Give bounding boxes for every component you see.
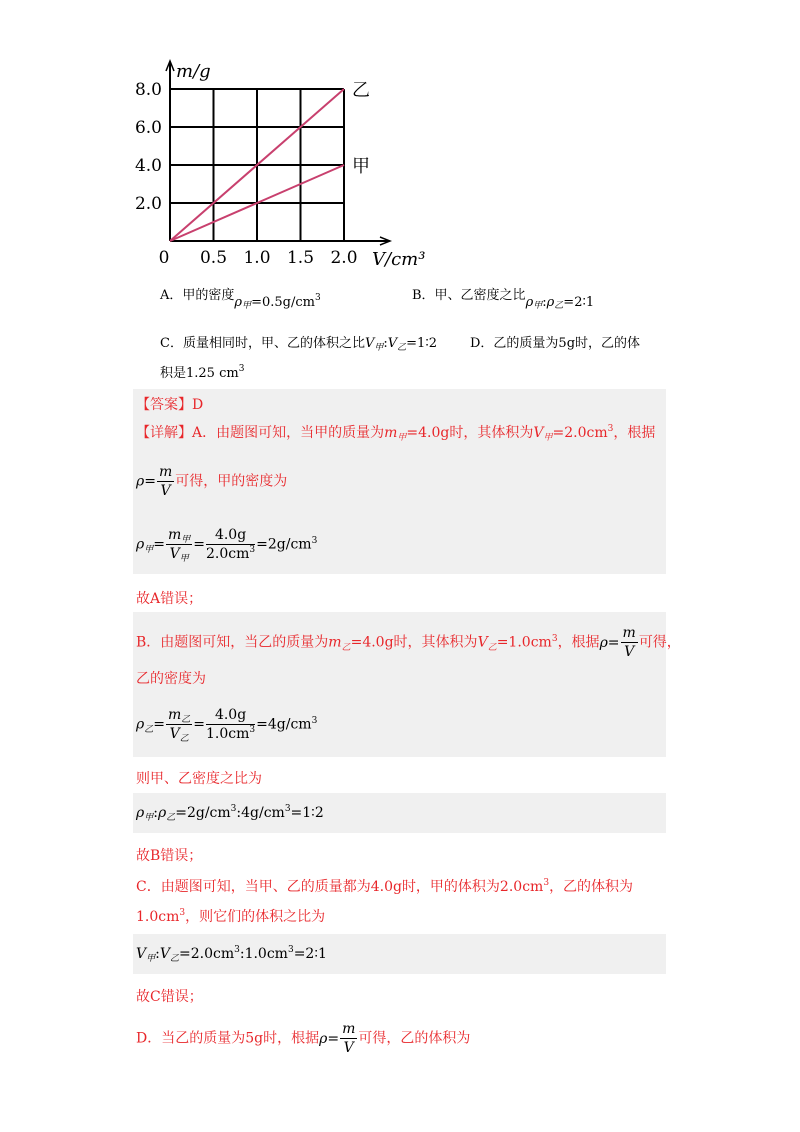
density-formula-a: ρ= $\frac{m}{V}$ 可得，甲的密度为 (136, 464, 288, 499)
y-tick-label: 6.0 (134, 118, 162, 138)
x-axis-label: V/cm³ (372, 249, 426, 270)
option-c: C．质量相同时，甲、乙的体积之比$V_甲:V_乙=1∶2$ (160, 336, 437, 353)
density-eq-a: $\rho_甲=$ $\frac{m_甲}{V_甲}$ = $\frac{4.0g}{2.0cm^3}$ $=2g/cm^3$ (136, 527, 318, 564)
origin-label: 0 (158, 248, 170, 268)
conclusion-a: 故A错误； (136, 591, 203, 607)
mass-volume-chart (120, 55, 426, 270)
y-tick-label: 8.0 (134, 80, 162, 100)
option-b: B．甲、乙密度之比$\rho_甲:\rho_乙=2∶1$ (412, 288, 595, 311)
x-tick-label: 0.5 (199, 248, 228, 268)
detail-b-line1: B．由题图可知，当乙的质量为$m_乙=4.0g$时，其体积为$V_乙=1.0cm^3$，根据ρ= $\frac{m}{V}$ 可得， (136, 625, 681, 660)
x-tick-label: 1.5 (286, 248, 315, 268)
ratio-eq-c: $V_甲:V_乙=2.0cm^3:1.0cm^3=2∶1$ (136, 945, 327, 964)
answer: 【答案】D (136, 397, 204, 413)
x-tick-label: 1.0 (243, 248, 271, 268)
option-d-line1: D．乙的质量为5g时，乙的体 (470, 336, 641, 351)
detail-d-line1: D．当乙的质量为5g时，根据ρ= $\frac{m}{V}$ 可得，乙的体积为 (136, 1021, 471, 1056)
detail-c-line1: C．由题图可知，当甲、乙的质量都为4.0g时，甲的体积为$2.0cm^3$，乙的体积为 (136, 878, 634, 895)
detail-a-line1: 【详解】A．由题图可知，当甲的质量为$m_甲=4.0g$时，其体积为$V_甲=2.0cm^3$，根据 (136, 424, 656, 443)
density-eq-b: $\rho_乙=$ $\frac{m_乙}{V_乙}$ = $\frac{4.0g}{1.0cm^3}$ $=4g/cm^3$ (136, 707, 318, 744)
conclusion-c: 故C错误； (136, 989, 203, 1005)
x-tick-label: 2.0 (330, 248, 358, 268)
series-label: 乙 (352, 80, 370, 101)
detail-c-line2: $1.0cm^3$，则它们的体积之比为 (136, 908, 326, 925)
option-d-line2: 积是1.25 $cm^3$ (160, 364, 245, 381)
conclusion-b: 故B错误； (136, 848, 203, 864)
y-tick-label: 2.0 (134, 194, 162, 214)
ratio-eq-b: $\rho_甲:\rho_乙=2g/cm^3:4g/cm^3=1∶2$ (136, 804, 324, 823)
detail-b-line2: 乙的密度为 (136, 671, 206, 687)
ratio-intro-b: 则甲、乙密度之比为 (136, 771, 262, 787)
series-label: 甲 (352, 156, 370, 177)
y-tick-label: 4.0 (134, 156, 162, 176)
y-axis-label: m/g (176, 61, 211, 82)
option-a: A．甲的密度$\rho_甲=0.5g/cm3$ (160, 288, 321, 311)
